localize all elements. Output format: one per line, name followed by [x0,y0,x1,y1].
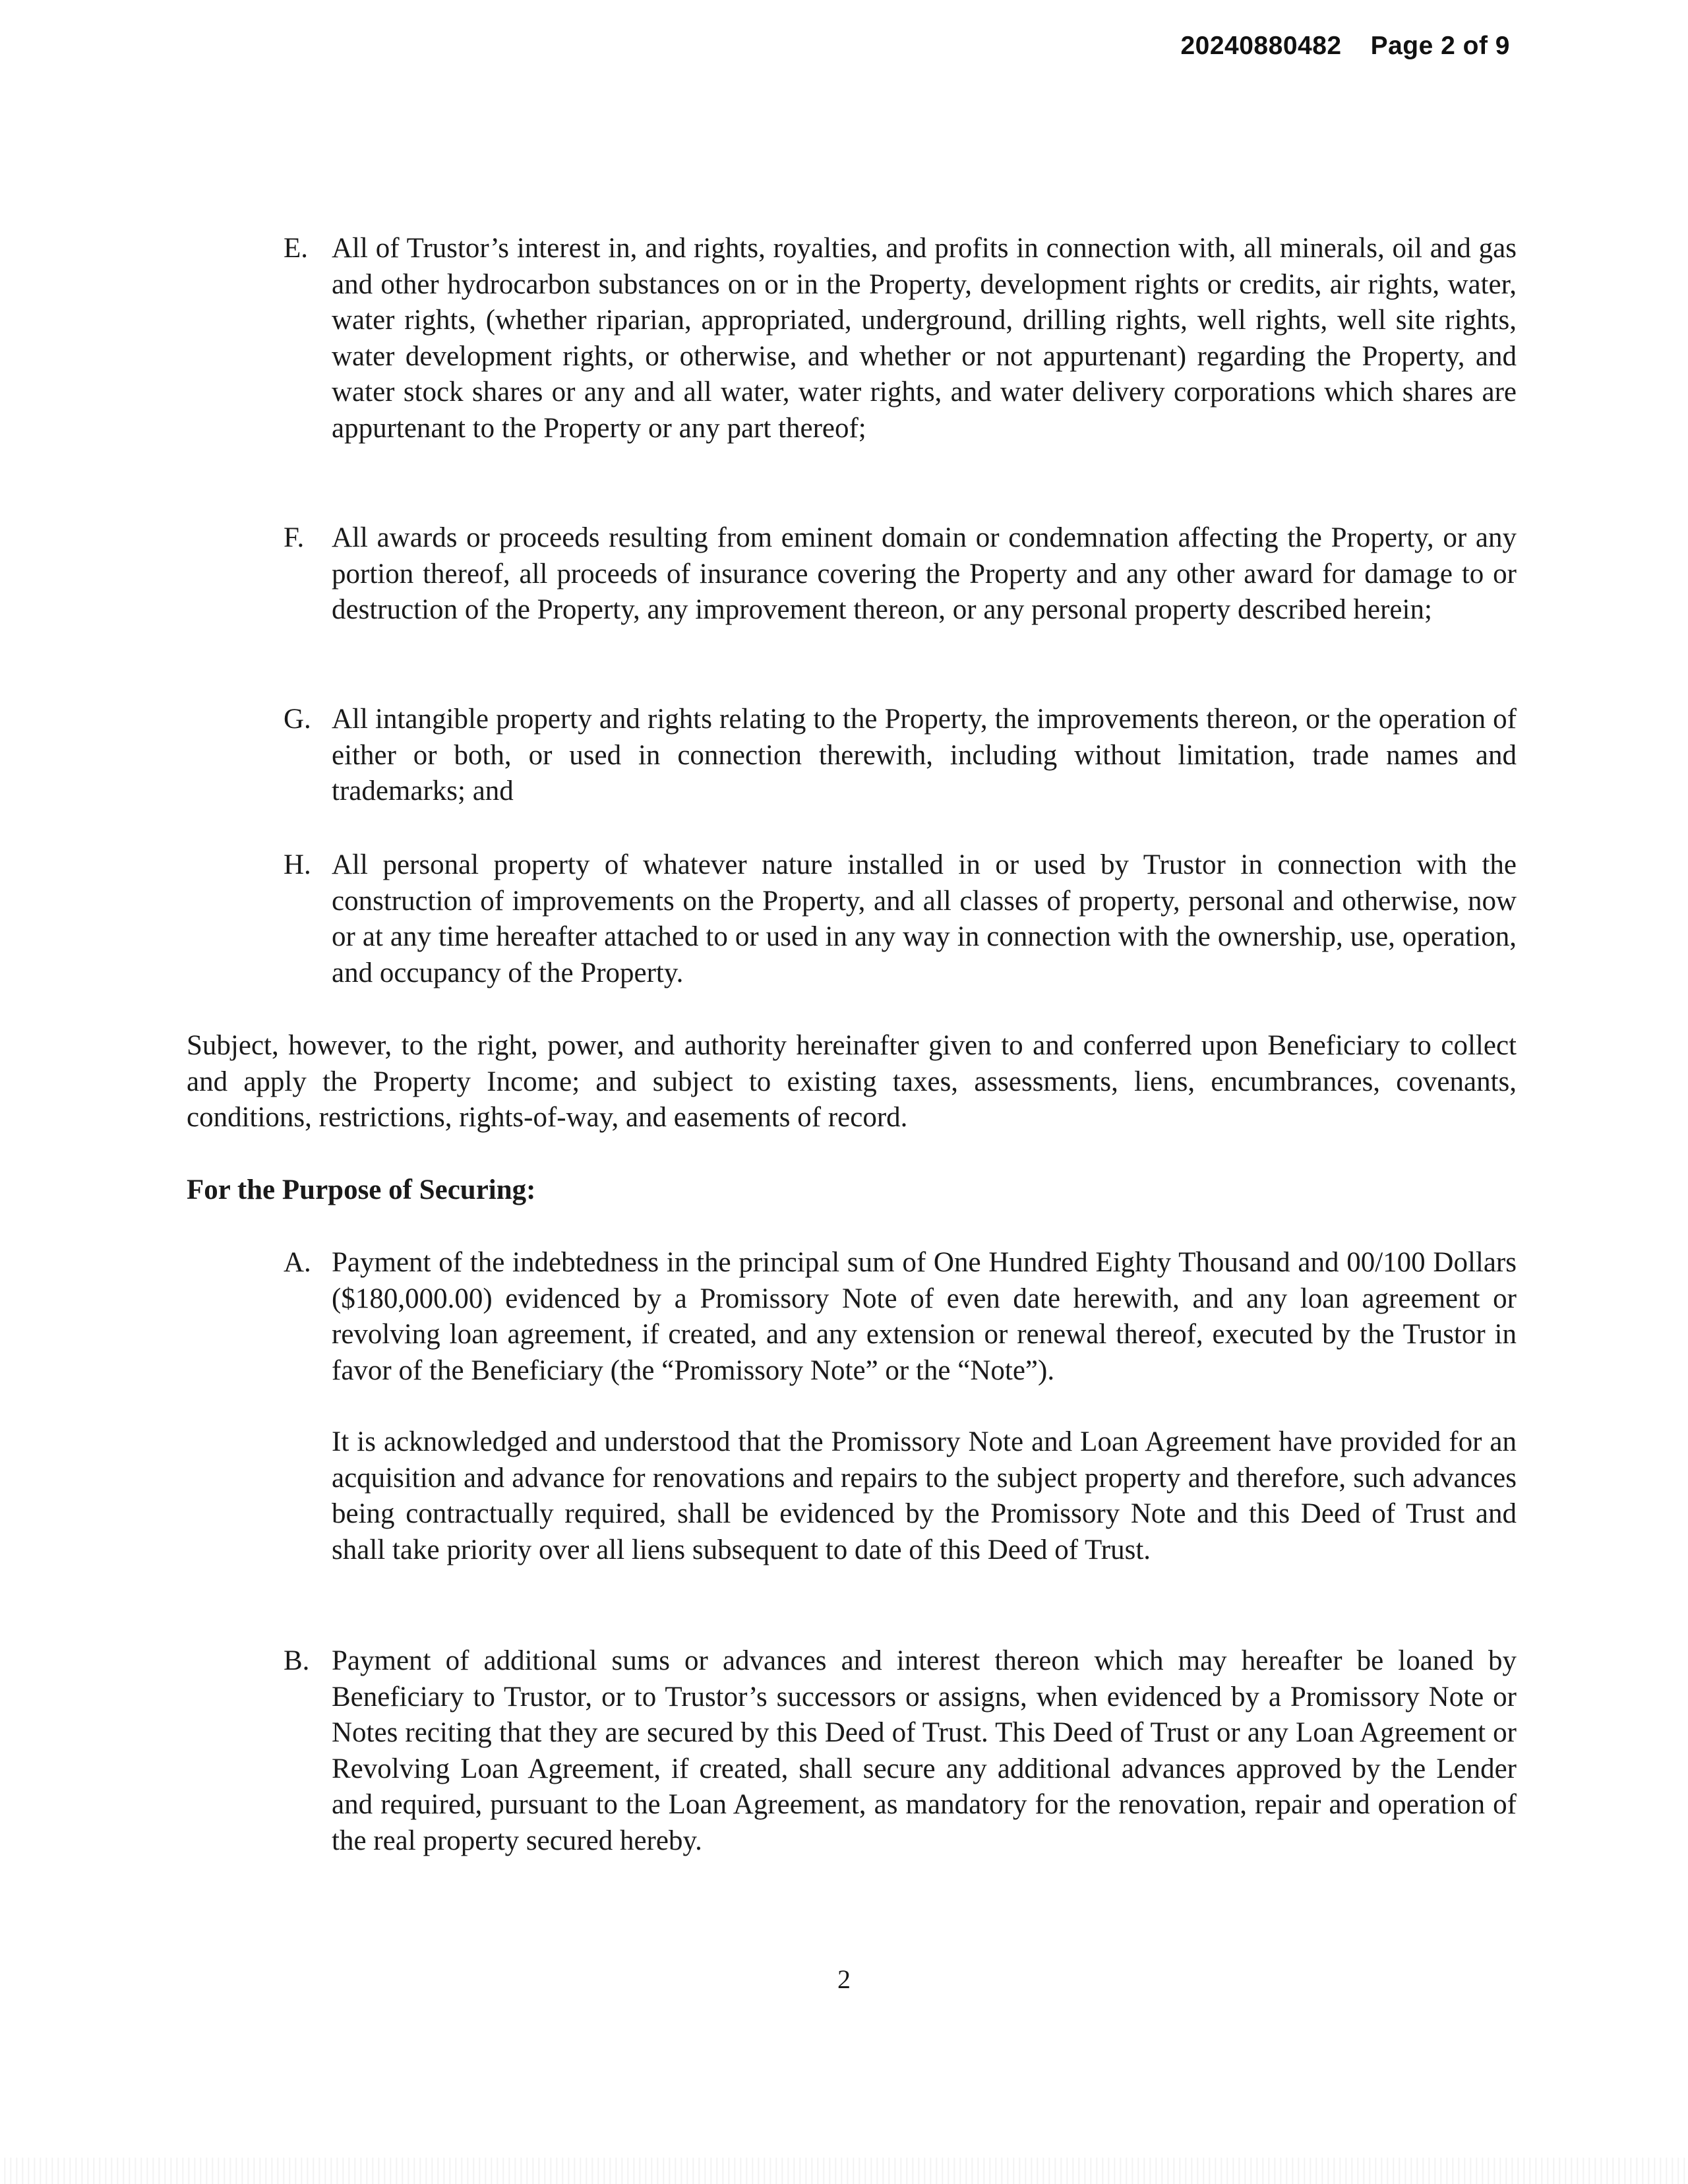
item-text: All intangible property and rights relating to the Property, the improvements thereon, or the operation of either or both, or used in connection therewith, including without limitation, trade names and trademarks; and [332,704,1517,806]
item-letter: F. [284,522,305,553]
purpose-heading: For the Purpose of Securing: [187,1174,536,1205]
page-number: 2 [837,1964,851,1994]
item-letter: H. [284,849,311,880]
item-letter: E. [284,233,309,264]
item-letter: A. [284,1247,311,1278]
document-number: 20240880482 [1180,32,1342,60]
item-text-continued: It is acknowledged and understood that the Promissory Note and Loan Agreement have provided for an acquisition and advance for renovations and repairs to the subject property and therefore, such advances being contractually required, shall be evidenced by the Promissory Note and this Deed of Trust and shall take priority over all liens subsequent to date of this Deed of Trust. [332,1426,1517,1565]
subject-paragraph: Subject, however, to the right, power, and authority hereinafter given to and conferred upon Beneficiary to collect and apply the Property Income; and subject to existing taxes, assessments, liens, encumbrances, covenants, conditions, restrictions, rights-of-way, and easements of record. [187,1030,1517,1133]
item-text: All of Trustor’s interest in, and rights, royalties, and profits in connection with, all minerals, oil and gas and other hydrocarbon substances on or in the Property, development rights or credits, air rights, water, water rights, (whether riparian, appropriated, underground, drilling rights, well rights, well site rights, water development rights, or otherwise, and whether or not appurtenant) regarding the Property, and water stock shares or any and all water, water rights, and water delivery corporations which shares are appurtenant to the Property or any part thereof; [332,233,1517,444]
item-letter: G. [284,704,311,735]
purpose-item-b [284,1643,1517,1859]
recording-stamp [1180,32,1510,61]
list-item-f [284,520,1517,628]
scan-artifact-strip [0,2158,1688,2184]
purpose-item-a [284,1245,1517,1568]
page-label: Page 2 of 9 [1370,32,1510,60]
list-item-h [284,847,1517,991]
item-letter: B. [284,1645,310,1676]
item-text: All personal property of whatever nature installed in or used by Trustor in connection with the construction of improvements on the Property, and all classes of property, personal and otherwise, now or at any time hereafter attached to or used in any way in connection with the ownership, use, operation, and occupancy of the Property. [332,849,1517,988]
list-item-e [284,231,1517,446]
item-text: Payment of additional sums or advances and interest thereon which may hereafter be loaned by Beneficiary to Trustor, or to Trustor’s successors or assigns, when evidenced by a Promissory Note or Notes reciting that they are secured by this Deed of Trust. This Deed of Trust or any Loan Agreement or Revolving Loan Agreement, if created, shall secure any additional advances approved by the Lender and required, pursuant to the Loan Agreement, as mandatory for the renovation, repair and operation of the real property secured hereby. [332,1645,1517,1856]
item-text: All awards or proceeds resulting from eminent domain or condemnation affecting the Property, or any portion thereof, all proceeds of insurance covering the Property and any other award for damage to or destruction of the Property, any improvement thereon, or any personal property described herein; [332,522,1517,625]
item-text: Payment of the indebtedness in the principal sum of One Hundred Eighty Thousand and 00/100 Dollars ($180,000.00) evidenced by a Promissory Note of even date herewith, and any loan agreement or revolving loan agreement, if created, and any extension or renewal thereof, executed by the Trustor in favor of the Beneficiary (the “Promissory Note” or the “Note”). [332,1247,1517,1386]
list-item-g [284,702,1517,810]
